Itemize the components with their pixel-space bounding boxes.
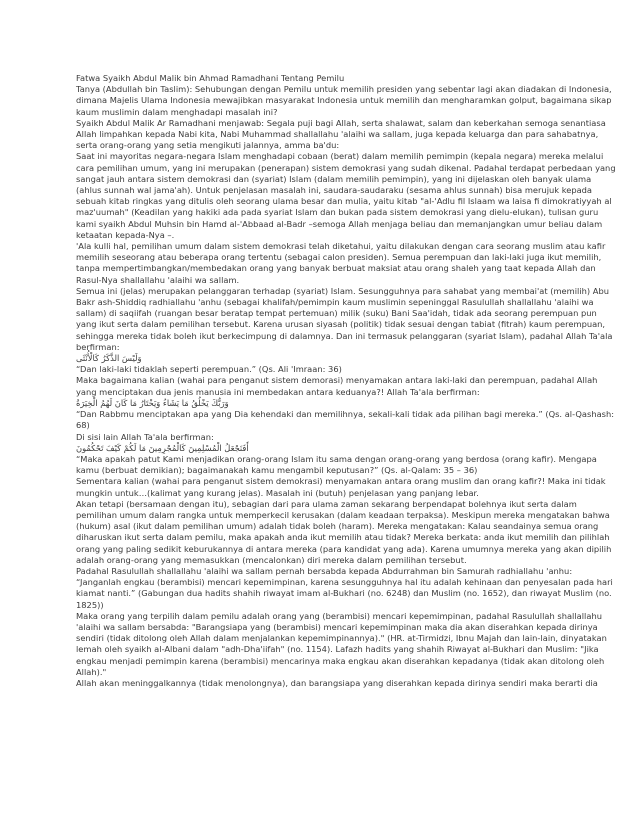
body-paragraph: Akan tetapi (bersamaan dengan itu), sebagian dari para ulama zaman sekarang berpendapat bolehnya ikut serta dalam pemilihan umum dalam rangka untuk memperkecil kerusakan (dalam keadaan terpaksa). Meskipun mereka mengatakan bahwa (hukum) asal (ikut dalam pemilihan umum) adalah tidak boleh (haram). Mereka mengatakan: Kalau seandainya semua orang diharuskan ikut serta dalam pemilu, maka apakah anda ikut memilih atau tidak? Mereka berkata: anda ikut memilih dan pilihlah orang yang paling sedikit keburukannya di antara mereka (para kandidat yang ada). Karena umumnya mereka yang akan dipilih adalah orang-orang yang memasukkan (mencalonkan) diri mereka dalam pemilihan tersebut. bbox=[76, 498, 612, 565]
verse-translation: “Dan laki-laki tidaklah seperti perempuan.” (Qs. Ali 'Imraan: 36) bbox=[76, 364, 342, 375]
body-paragraph: 'Ala kulli hal, pemilihan umum dalam sistem demokrasi telah diketahui, yaitu dilakukan dengan cara seorang muslim atau kafir memilih seseorang atau beberapa orang tertentu (sebagai calon presiden). Semua perempuan dan laki-laki juga ikut memilih, tanpa mempertimbangkan/membedakan orang yang banyak berbuat maksiat atau orang shaleh yang taat kepada Allah dan Rasul-Nya shallallahu 'alaihi wa sallam. bbox=[76, 241, 606, 285]
arabic-verse: وَرَبُّكَ يَخْلُقُ مَا يَشَاءُ وَيَخْتَارُ مَا كَانَ لَهُمُ الْخِيَرَةُ bbox=[76, 397, 229, 408]
verse-translation: “Dan Rabbmu menciptakan apa yang Dia kehendaki dan memilihnya, sekali-kali tidak ada pilihan bagi mereka.” (Qs. al-Qashash: 68) bbox=[76, 409, 615, 431]
hadith-paragraph: Padahal Rasulullah shallallahu 'alaihi wa sallam pernah bersabda kepada Abdurrahman bin Samurah radhiallahu 'anhu: “Janganlah engkau (berambisi) mencari kepemimpinan, karena sesungguhnya hal itu adalah kehinaan dan penyesalan pada hari kiamat nanti.” (Gabungan dua hadits shahih riwayat imam al-Bukhari (no. 6248) dan Muslim (no. 1652), dan riwayat Muslim (no. 1825)) bbox=[76, 565, 613, 610]
body-paragraph: Di sisi lain Allah Ta'ala berfirman: bbox=[76, 431, 214, 442]
answer-opening-paragraph: Syaikh Abdul Malik Ar Ramadhani menjawab: Segala puji bagi Allah, serta shalawat, salam dan keberkahan semoga senantiasa Allah limpahkan kepada Nabi kita, Nabi Muhammad shallallahu 'alaihi wa sallam, juga kepada keluarga dan para sahabatnya, serta orang-orang yang setia mengikuti jalannya, amma ba'du: bbox=[76, 117, 606, 151]
body-paragraph: Allah akan meninggalkannya (tidak menolongnya), dan barangsiapa yang diserahkan kepada dirinya sendiri maka berarti dia bbox=[76, 677, 598, 688]
body-paragraph: Sementara kalian (wahai para penganut sistem demokrasi) menyamakan antara orang muslim dan orang kafir?! Maka ini tidak mungkin untuk…(kalimat yang kurang jelas). Masalah ini (butuh) penjelasan yang panjang lebar. bbox=[76, 476, 606, 498]
document-title: Fatwa Syaikh Abdul Malik bin Ahmad Ramadhani Tentang Pemilu bbox=[76, 73, 345, 83]
question-paragraph: Tanya (Abdullah bin Taslim): Sehubungan dengan Pemilu untuk memilih presiden yang sebentar lagi akan diadakan di Indonesia, dimana Majelis Ulama Indonesia mewajibkan masyarakat Indonesia untuk memilih dan mengharamkan golput, bagaimana sikap kaum muslimin dalam menghadapi masalah ini? bbox=[76, 84, 612, 117]
body-paragraph: Semua ini (jelas) merupakan pelanggaran terhadap (syariat) Islam. Sesungguhnya para sahabat yang membai'at (memilih) Abu Bakr ash-Shiddiq radhiallahu 'anhu (sebagai khalifah/pemimpin kaum muslimin sepeninggal Rasulullah shallallahu 'alaihi wa sallam) di saqiifah (ruangan besar beratap tempat pertemuan) milik (suku) Bani Saa'idah, tidak ada seorang perempuan pun yang ikut serta dalam pemilihan tersebut. Karena urusan siyasah (politik) tidak sesuai dengan tabiat (fitrah) kaum perempuan, sehingga mereka tidak boleh ikut berkecimpung di dalamnya. Dan ini termasuk pelanggaran (syariat Islam), padahal Allah Ta'ala berfirman: bbox=[76, 285, 613, 352]
document-page bbox=[76, 73, 616, 689]
body-paragraph: Maka bagaimana kalian (wahai para penganut sistem demorasi) menyamakan antara laki-laki dan perempuan, padahal Allah yang menciptakan dua jenis manusia ini membedakan antara keduanya?! Allah Ta'ala berfirman: bbox=[76, 375, 598, 397]
hadith-paragraph: Maka orang yang terpilih dalam pemilu adalah orang yang (berambisi) mencari kepemimpinan, padahal Rasulullah shallallahu 'alaihi wa sallam bersabda: "Barangsiapa yang (berambisi) mencari kepemimpinan maka dia akan diserahkan kepada dirinya sendiri (tidak ditolong oleh Allah dalam menjalankan kepemimpinannya)." (HR. at-Tirmidzi, Ibnu Majah dan lain-lain, dinyatakan lemah oleh syaikh al-Albani dalam "adh-Dha'iifah" (no. 1154). Lafazh hadits yang shahih Riwayat al-Bukhari dan Muslim: "Jika engkau menjadi pemimpin karena (berambisi) mencarinya maka engkau akan diserahkan kepadanya (tidak akan ditolong oleh Allah)." bbox=[76, 610, 607, 677]
body-paragraph: Saat ini mayoritas negara-negara Islam menghadapi cobaan (berat) dalam memilih pemimpin (kepala negara) mereka melalui cara pemilihan umum, yang ini merupakan (penerapan) sistem demokrasi yang sudah dikenal. Padahal terdapat perbedaan yang sangat jauh antara sistem demokrasi dan (syariat) Islam (dalam memilih pemimpin), yang ini dijelaskan oleh banyak ulama (ahlus sunnah wal jama'ah). Untuk penjelasan masalah ini, saudara-saudaraku (sesama ahlus sunnah) bisa merujuk kepada sebuah kitab ringkas yang ditulis oleh seorang ulama besar dan mulia, yaitu kitab "al-'Adlu fil Islaam wa laisa fi dimokratiyyah al maz'uumah" (Keadilan yang hakiki ada pada syariat Islam dan bukan pada sistem demokrasi yang dielu-elukan), tulisan guru kami syaikh Abdul Muhsin bin Hamd al-'Abbaad al-Badr –semoga Allah menjaga beliau dan memanjangkan umur beliau dalam ketaatan kepada-Nya –. bbox=[76, 151, 616, 240]
verse-translation: “Maka apakah patut Kami menjadikan orang-orang Islam itu sama dengan orang-orang yang berdosa (orang kafir). Mengapa kamu (berbuat demikian); bagaimanakah kamu mengambil keputusan?” (Qs. al-Qalam: 35 – 36) bbox=[76, 453, 597, 476]
arabic-verse: وَلَيْسَ الذَّكَرُ كَالْأُنْثَى bbox=[76, 353, 142, 364]
arabic-verse: أَفَنَجْعَلُ الْمُسْلِمِينَ كَالْمُجْرِمِينَ مَا لَكُمْ كَيْفَ تَحْكُمُونَ bbox=[76, 442, 249, 453]
